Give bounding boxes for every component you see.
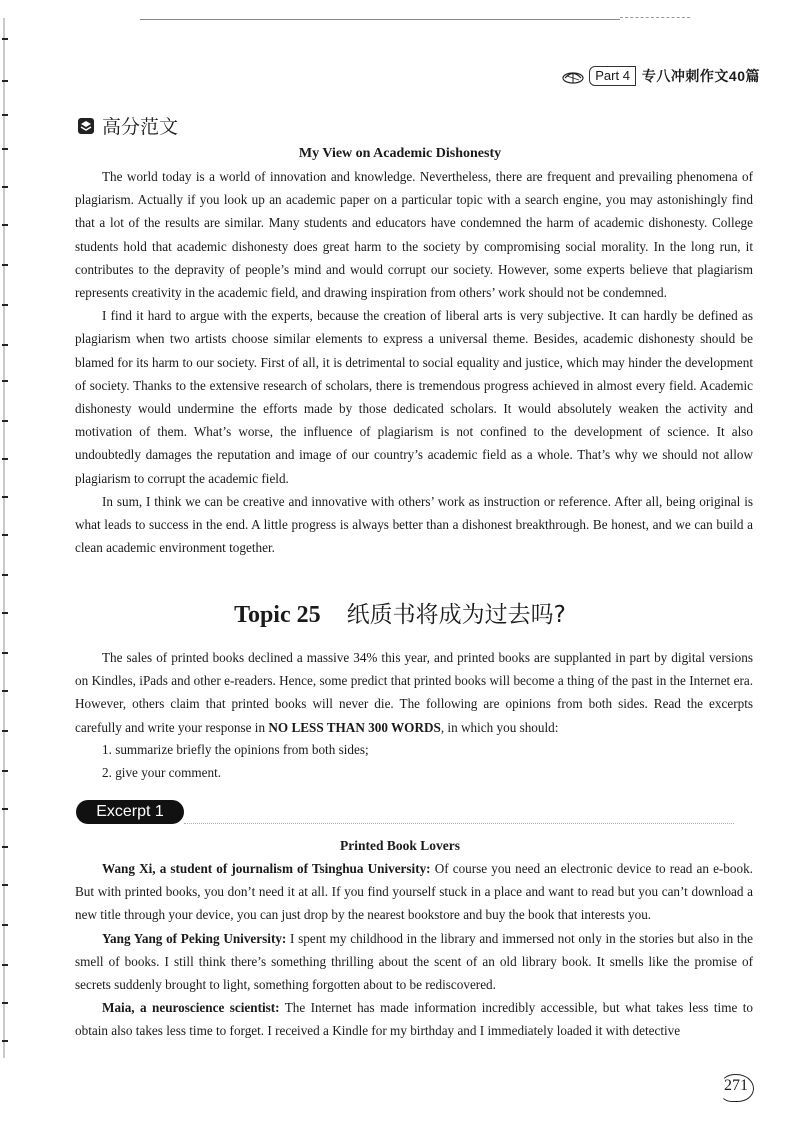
edge-tick [2,186,8,188]
edge-tick [2,304,8,306]
binding-edge-marks [0,18,14,1068]
edge-tick [2,264,8,266]
essay-title: My View on Academic Dishonesty [298,146,502,161]
edge-tick [2,770,8,772]
speaker-name: Yang Yang of Peking University: [102,930,287,946]
layers-icon [78,118,94,134]
excerpt-text: The Internet has made information incredibly accessible, but what takes less time to obtain also takes less time to forget. I received a Kindle for my birthday and I immediately loaded it with detective [75,1000,753,1039]
topic-prompt [75,646,753,739]
book-logo-icon [561,67,587,85]
edge-tick [2,924,8,926]
edge-tick [2,38,8,40]
edge-tick [2,344,8,346]
edge-tick [2,114,8,116]
book-title: 专八冲刺作文40篇 [641,68,760,84]
edge-tick [2,380,8,382]
topic-heading [0,596,800,629]
prompt-text-end: , in which you should: [440,719,559,735]
edge-tick [2,534,8,536]
edge-tick [2,808,8,810]
essay-paragraph: I find it hard to argue with the experts, because the creation of liberal arts is very subjective. It can hardly be defined as plagiarism when two artists choose similar elements to express a universal theme. Besides, academic dishonesty should be blamed for its harm to our society. First of all, it is detrimental to social equality and justice, which may hinder the development of society. Thanks to the extensive research of scholars, there is tremendous progress achieved in almost every field. Academic dishonesty would undermine the efforts made by those dedicated scholars. It would absolutely weaken the activity and motivation of them. What’s worse, the influence of plagiarism is not confined to the development of science. It also undoubtedly damages the reputation and image of our country’s academic field as a whole. That’s why we should not allow plagiarism to corrupt the academic field. [75,308,753,486]
running-header [561,64,760,88]
edge-tick [2,224,8,226]
excerpt-paragraph [75,857,753,927]
task-list [102,738,369,784]
page-number [718,1074,752,1100]
task-item: 2. give your comment. [102,765,222,781]
edge-tick [2,690,8,692]
edge-tick [2,964,8,966]
part-label: Part 4 [589,66,636,86]
page-number-text: 271 [724,1077,748,1094]
edge-tick [2,80,8,82]
edge-tick [2,884,8,886]
section-heading-text: 高分范文 [102,116,179,138]
speaker-name: Wang Xi, a student of journalism of Tsinghua University: [102,861,431,876]
essay-body [75,165,753,559]
topic-number: Topic 25 [234,602,321,628]
excerpt-rule [184,823,734,824]
prompt-paragraph [75,646,753,739]
excerpt-title: Printed Book Lovers [340,838,460,853]
excerpt-body [75,857,753,1043]
section-heading [78,112,178,139]
speaker-name: Maia, a neuroscience scientist: [102,1000,280,1016]
excerpt-text: Of course you need an electronic device to read an e-book. But with printed books, you don’t need it at all. If you find yourself stuck in a place and want to read but you can’t download a new title through your device, you can just drop by the nearest bookstore and buy the book that interests you. [75,861,753,923]
edge-tick [2,458,8,460]
essay-paragraph: The world today is a world of innovation and knowledge. Nevertheless, there are frequent and prevailing phenomena of plagiarism. Actually if you look up an academic paper on a particular topic with a search engine, you may astonishingly find that a lot of the results are similar. Many students and educators have condemned the harm of academic dishonesty. College students hold that academic dishonesty does great harm to the society by compromising social morality. In the long run, it contributes to the depravity of people’s mind and would corrupt our society. However, some experts believe that plagiarism represents creativity in the academic field, and drawing inspiration from others’ work should not be condemned. [75,169,753,301]
edge-tick [2,652,8,654]
excerpt-paragraph [75,927,753,997]
excerpt-text: I spent my childhood in the library and immersed not only in the stories but also in the smell of books. I still think there’s something thrilling about the scent of an old library book. It smells like the promise of secrets suddenly brought to light, something forgotten about to be rediscovered. [75,930,753,993]
header-dash [620,17,690,18]
edge-tick [2,730,8,732]
topic-title: 纸质书将成为过去吗? [346,602,566,628]
excerpt-badge: Excerpt 1 [76,800,184,824]
edge-tick [2,420,8,422]
excerpt-paragraph [75,996,753,1042]
edge-tick [2,1040,8,1042]
edge-tick [2,574,8,576]
task-item: 1. summarize briefly the opinions from both sides; [102,742,369,757]
word-requirement: NO LESS THAN 300 WORDS [268,719,441,735]
edge-tick [2,1002,8,1004]
prompt-text: The sales of printed books declined a massive 34% this year, and printed books are supplanted in part by digital versions on Kindles, iPads and other e-readers. Hence, some predict that printed books will become a thing of the past in the Internet era. However, others claim that printed books will never die. The following are opinions from both sides. Read the excerpts carefully and write your response in [75,650,753,735]
header-rule [140,19,620,20]
essay-paragraph: In sum, I think we can be creative and innovative with others’ work as instruction or reference. After all, being original is what leads to success in the end. A little progress is always better than a dishonest breakthrough. Be honest, and we can build a clean academic environment together. [75,493,753,556]
edge-tick [2,496,8,498]
